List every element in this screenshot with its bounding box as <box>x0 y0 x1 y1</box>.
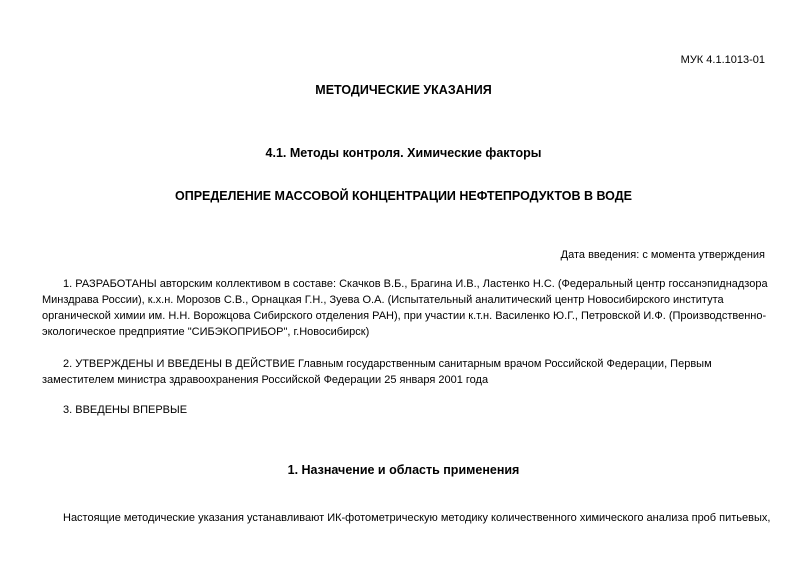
section-heading: 1. Назначение и область применения <box>287 463 520 477</box>
paragraph-line: Настоящие методические указания устанавливают ИК-фотометрическую методику количественного химического анализа проб питьевых, <box>63 512 770 524</box>
paragraph-approved <box>42 356 770 388</box>
document-series-heading: 4.1. Методы контроля. Химические факторы <box>265 146 542 160</box>
document-subject-heading: ОПРЕДЕЛЕНИЕ МАССОВОЙ КОНЦЕНТРАЦИИ НЕФТЕПРОДУКТОВ В ВОДЕ <box>175 189 632 203</box>
paragraph-line: заместителем министра здравоохранения Российской Федерации 25 января 2001 года <box>42 374 489 386</box>
introduction-date: Дата введения: с момента утверждения <box>560 249 765 261</box>
paragraph-line: органической химии им. Н.Н. Ворожцова Сибирского отделения РАН), при участии к.т.н. Василенко Ю.Г., Петровской И.Ф. (Производственно- <box>42 310 767 322</box>
paragraph-line: 2. УТВЕРЖДЕНЫ И ВВЕДЕНЫ В ДЕЙСТВИЕ Главным государственным санитарным врачом Российской Федерации, Первым <box>63 358 712 370</box>
paragraph-line: 1. РАЗРАБОТАНЫ авторским коллективом в составе: Скачков В.Б., Брагина И.В., Ластенко Н.С. (Федеральный центр госсанэпиднадзора <box>63 278 768 290</box>
document-code: МУК 4.1.1013-01 <box>680 54 765 66</box>
paragraph-line: экологическое предприятие "СИБЭКОПРИБОР", г.Новосибирск) <box>42 326 370 338</box>
paragraph-first-time <box>42 402 770 418</box>
paragraph-line: 3. ВВЕДЕНЫ ВПЕРВЫЕ <box>63 404 188 416</box>
document-title: МЕТОДИЧЕСКИЕ УКАЗАНИЯ <box>315 83 492 97</box>
paragraph-line: Минздрава России), к.х.н. Морозов С.В., Орнацкая Г.Н., Зуева О.А. (Испытательный аналитический центр Новосибирского института <box>42 294 724 306</box>
section-paragraph <box>42 510 770 526</box>
paragraph-developed <box>42 276 770 340</box>
